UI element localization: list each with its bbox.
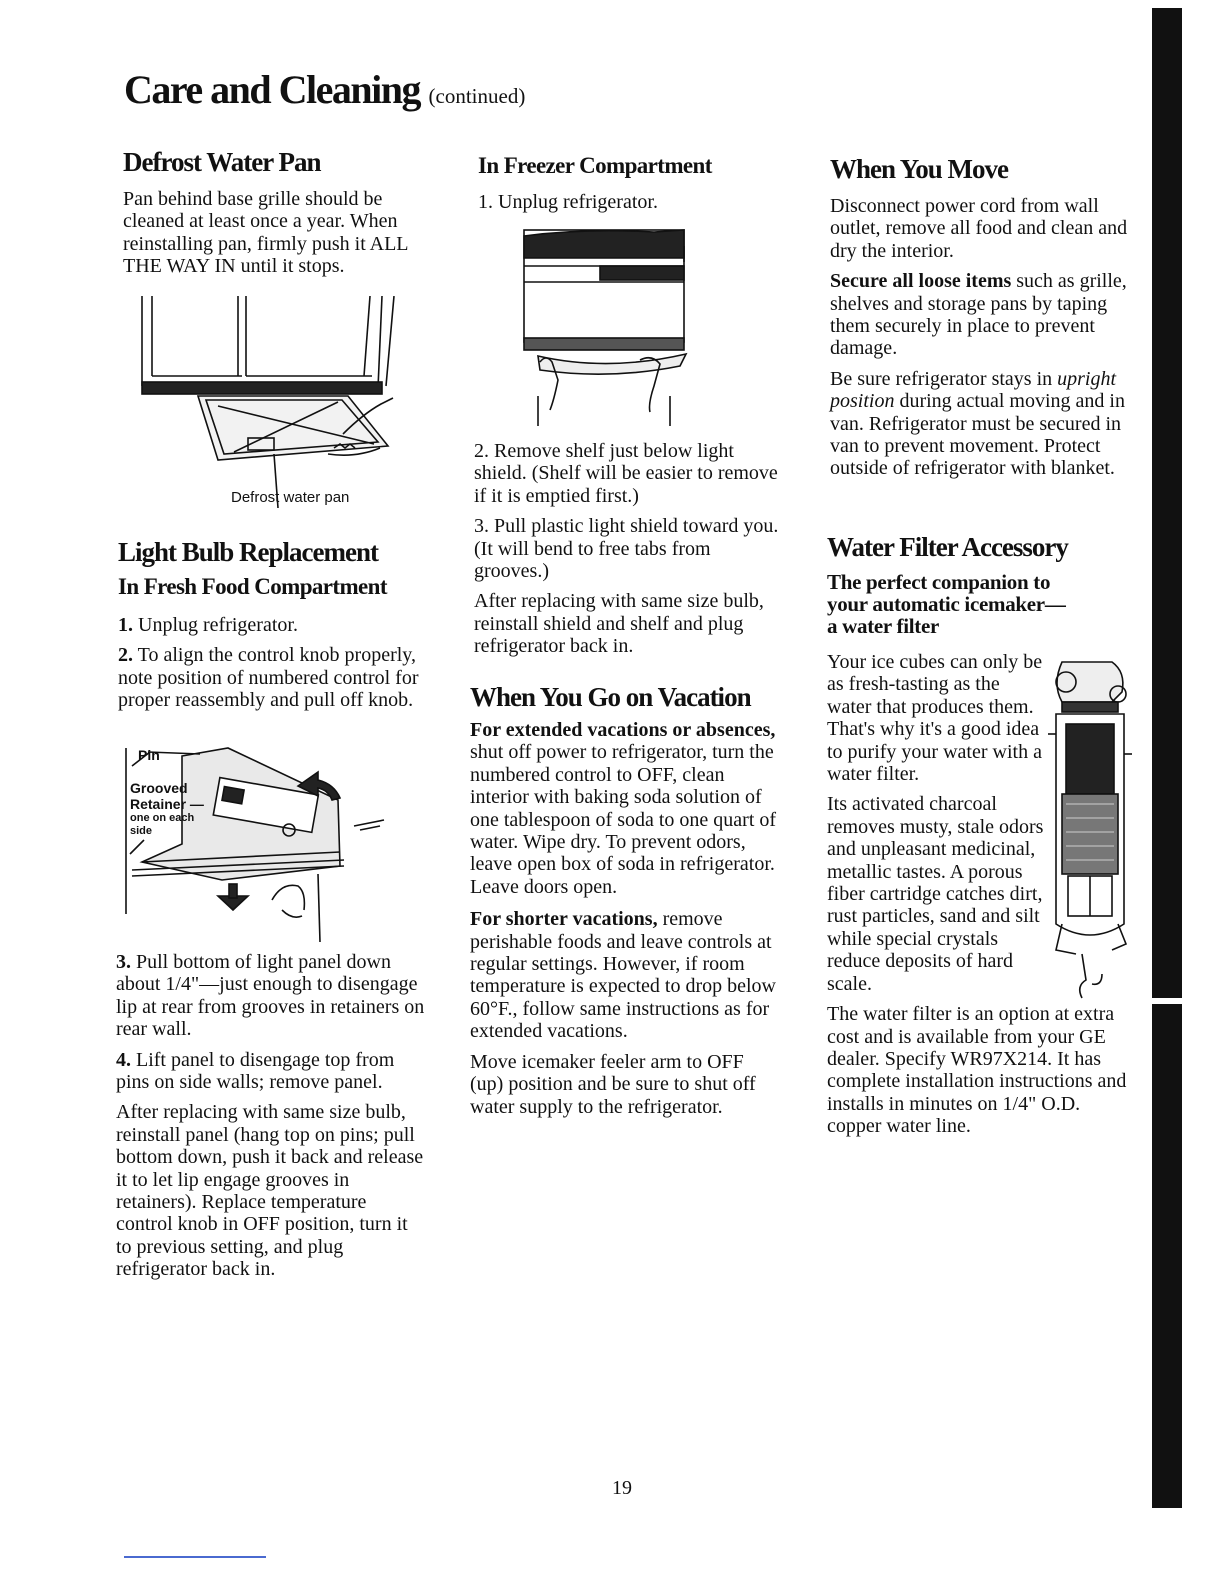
- page-number: 19: [612, 1477, 632, 1499]
- freezer-shield-figure: [520, 226, 696, 432]
- fresh-food-after: After replacing with same size bulb, reinstall panel (hang top on pins; pull bottom down, push it back and release it to let lip engage grooves in retainers). Replace temperature control knob in OFF position, turn it to previous setting, and plug refrigerator back in.: [116, 1101, 424, 1281]
- defrost-body: Pan behind base grille should be cleaned at least once a year. When reinstalling pan, firmly push it ALL THE WAY IN until it stops.: [123, 188, 408, 278]
- freezer-step-3: [474, 515, 784, 582]
- defrost-pan-illustration: [138, 296, 408, 510]
- step-number: 1.: [478, 191, 493, 213]
- right-edge-bar-bottom: [1152, 1004, 1182, 1508]
- move-p1: Disconnect power cord from wall outlet, remove all food and clean and dry the interior.: [830, 195, 1128, 262]
- step-text: Lift panel to disengage top from pins on side walls; remove panel.: [116, 1048, 395, 1094]
- step-number: 2.: [118, 644, 133, 667]
- step-number: 4.: [116, 1048, 131, 1071]
- pin-label: Pin: [138, 747, 160, 763]
- light-panel-figure: [122, 744, 392, 944]
- vacation-icemaker: Move icemaker feeler arm to OFF (up) position and be sure to shut off water supply to the refrigerator.: [470, 1050, 756, 1118]
- step-text: Unplug refrigerator.: [138, 614, 298, 636]
- defrost-pan-figure: [138, 296, 408, 510]
- vacation-shorter-text: remove perishable foods and leave controls at regular settings. However, if room temperature is expected to drop below 60°F., follow same instructions as for extended vacations.: [470, 908, 776, 1043]
- step-number: 1.: [118, 614, 133, 636]
- fresh-food-steps-continued: [116, 951, 426, 1289]
- filter-subheading-line-2: your automatic icemaker—: [827, 592, 1066, 616]
- light-bulb-section: [118, 536, 428, 720]
- water-filter-illustration: [1032, 654, 1132, 1010]
- freezer-after: After replacing with same size bulb, reinstall shield and shelf and plug refrigerator back in.: [474, 590, 764, 658]
- light-bulb-heading: Light Bulb Replacement: [118, 537, 379, 567]
- defrost-figure-caption: Defrost water pan: [231, 489, 350, 506]
- one-on-each-label: one on each: [130, 812, 195, 824]
- move-p2-lead: Secure all loose items: [830, 270, 1012, 293]
- move-section: [830, 153, 1140, 488]
- step-text: Pull bottom of light panel down about 1/4"—just enough to disengage lip at rear from grooves in retainers on rear wall.: [116, 951, 425, 1041]
- vacation-heading: When You Go on Vacation: [470, 682, 751, 712]
- page-title-text: Care and Cleaning: [124, 67, 421, 112]
- freezer-section-top: [478, 153, 778, 221]
- freezer-section-bottom: [474, 440, 784, 666]
- defrost-heading: Defrost Water Pan: [123, 147, 321, 177]
- filter-heading: Water Filter Accessory: [827, 532, 1068, 562]
- move-p2: [830, 270, 1140, 360]
- filter-subheading-line-1: The perfect companion to: [827, 570, 1051, 594]
- page-title: [124, 66, 525, 113]
- vacation-shorter-lead: For shorter vacations,: [470, 908, 658, 931]
- move-p3: [830, 368, 1140, 480]
- light-panel-illustration: [122, 744, 392, 944]
- vacation-section: [470, 681, 780, 1126]
- fresh-food-step-4: [116, 1049, 426, 1094]
- vacation-extended-text: shut off power to refrigerator, turn the numbered control to OFF, clean interior with baking soda solution of one tablespoon of soda to one quart of water. Wipe dry. To prevent odors, leave open box of soda in refrigerator. Leave doors open.: [470, 741, 777, 898]
- freezer-subheading: In Freezer Compartment: [478, 153, 712, 178]
- step-text: To align the control knob properly, note position of numbered control for proper reassembly and pull off knob.: [118, 644, 419, 712]
- vacation-extended: [470, 719, 780, 898]
- filter-subheading: [827, 571, 1132, 637]
- page-title-suffix: (continued): [428, 84, 526, 108]
- step-number: 2.: [474, 440, 489, 462]
- step-number: 3.: [116, 951, 131, 973]
- fresh-food-subheading: In Fresh Food Compartment: [118, 574, 387, 599]
- vacation-shorter: [470, 908, 780, 1042]
- right-edge-bar-top: [1152, 8, 1182, 998]
- fresh-food-step-3: [116, 951, 426, 1041]
- step-text: Pull plastic light shield toward you. (It will bend to free tabs from grooves.): [474, 515, 779, 583]
- move-p2-text: such as grille, shelves and storage pans by taping them securely in place to prevent damage.: [830, 270, 1127, 360]
- freezer-shield-illustration: [520, 226, 696, 432]
- step-text: Unplug refrigerator.: [498, 191, 658, 213]
- filter-p3: The water filter is an option at extra cost and is available from your GE dealer. Specify WR97X214. It has complete installation instructions and installs in minutes on 1/4" O.D. copper water line.: [827, 1003, 1127, 1138]
- vacation-extended-lead: For extended vacations or absences,: [470, 719, 776, 741]
- side-label: side: [130, 825, 153, 837]
- filter-p1: Your ice cubes can only be as fresh-tasting as the water that produces them. That's why it's a good idea to purify your water with a water filter.: [827, 651, 1043, 786]
- move-p3-italic: upright position: [830, 367, 1117, 413]
- freezer-step-2: [474, 440, 784, 507]
- fresh-food-step-1: [118, 614, 428, 636]
- bottom-rule: [124, 1556, 266, 1558]
- grooved-label: Grooved: [130, 780, 188, 796]
- retainer-label: Retainer —: [130, 796, 204, 812]
- step-text: Remove shelf just below light shield. (Shelf will be easier to remove if it is emptied first.): [474, 440, 778, 507]
- fresh-food-step-2: [118, 644, 428, 711]
- move-p3-a: Be sure refrigerator stays in: [830, 367, 1053, 390]
- move-p3-b: during actual moving and in van. Refrigerator must be secured in van to prevent movement. Protect outside of refrigerator with blanket.: [830, 390, 1125, 480]
- filter-subheading-line-3: a water filter: [827, 614, 940, 638]
- step-number: 3.: [474, 515, 489, 538]
- move-heading: When You Move: [830, 154, 1009, 184]
- water-filter-figure: [1032, 654, 1132, 1010]
- defrost-section: [123, 146, 423, 286]
- freezer-step-1: [478, 191, 778, 213]
- filter-p2: Its activated charcoal removes musty, stale odors and unpleasant medicinal, metallic tastes. A porous fiber cartridge catches dirt, rust particles, sand and silt while special crystals reduce deposits of hard scale.: [827, 793, 1044, 995]
